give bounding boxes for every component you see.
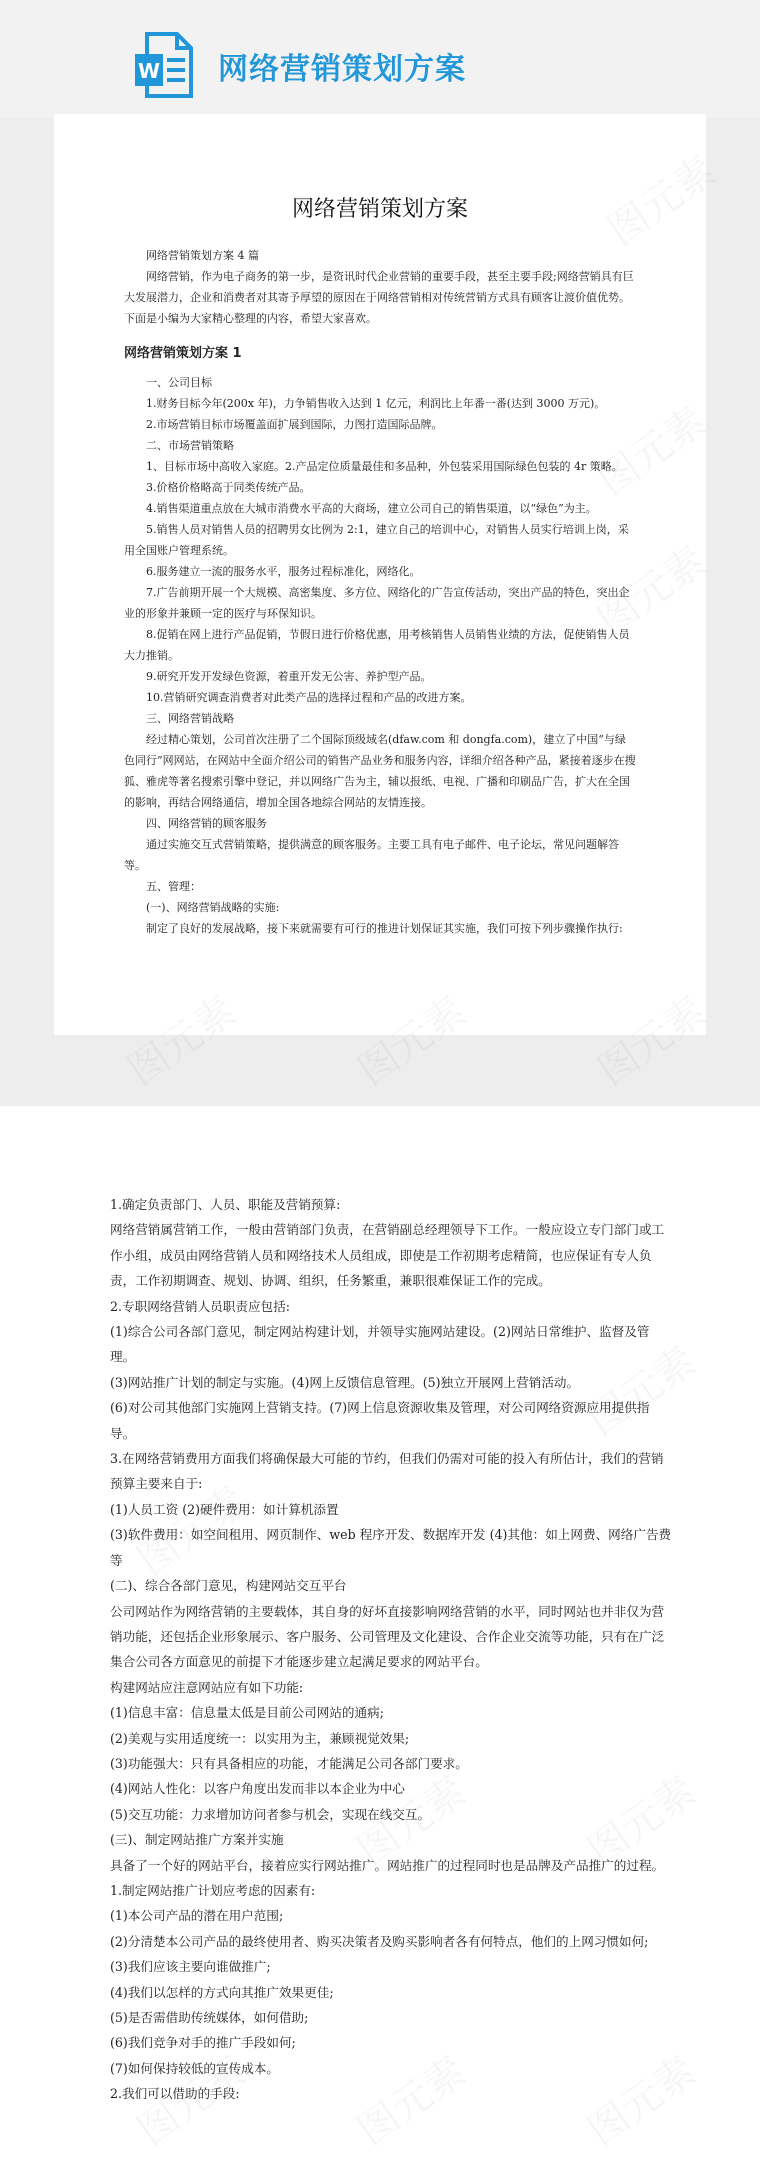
paragraph: (1)信息丰富：信息量太低是目前公司网站的通病; — [110, 1705, 384, 1721]
paragraph: (6)对公司其他部门实施网上营销支持。(7)网上信息资源收集及管理，对公司网络资源应用提供指导。 — [110, 1400, 650, 1441]
paragraph: 3.在网络营销费用方面我们将确保最大可能的节约，但我们仍需对可能的投入有所估计，我们的营销预算主要来自于: — [110, 1451, 664, 1492]
paragraph: 2.市场营销目标市场覆盖面扩展到国际，力图打造国际品牌。 — [146, 418, 443, 431]
paragraph: 二、市场营销策略 — [146, 439, 234, 452]
paragraph: 制定了良好的发展战略，接下来就需要有可行的推进计划保证其实施，我们可按下列步骤操作执行: — [146, 922, 623, 935]
paragraph: 网络营销，作为电子商务的第一步，是资讯时代企业营销的重要手段，甚至主要手段;网络营销具有巨大发展潜力，企业和消费者对其寄予厚望的原因在于网络营销相对传统营销方式具有顾客让渡价值优势。下面是小编为大家精心整理的内容，希望大家喜欢。 — [124, 270, 634, 325]
paragraph: 9.研究开发开发绿色资源，着重开发无公害、养护型产品。 — [146, 670, 432, 683]
paragraph: 具备了一个好的网站平台，接着应实行网站推广。网站推广的过程同时也是品牌及产品推广的过程。 — [110, 1857, 665, 1873]
page-2-body — [110, 1192, 674, 2107]
banner — [0, 0, 760, 118]
paragraph: (1)综合公司各部门意见，制定网站构建计划，并领导实施网站建设。(2)网站日常维护、监督及管理。 — [110, 1324, 650, 1365]
paragraph: (2)分清楚本公司产品的最终使用者、购买决策者及购买影响者各有何特点，他们的上网习惯如何; — [110, 1933, 649, 1949]
paragraph: (5)交互功能：力求增加访问者参与机会，实现在线交互。 — [110, 1806, 431, 1822]
paragraph: (三)、制定网站推广方案并实施 — [110, 1832, 284, 1848]
page-title: 网络营销策划方案 — [291, 197, 468, 222]
paragraph: 2.我们可以借助的手段: — [110, 2086, 240, 2102]
paragraph: 5.销售人员对销售人员的招聘男女比例为 2:1，建立自己的培训中心，对销售人员实行培训上岗，采用全国账户管理系统。 — [124, 523, 629, 557]
paragraph: (1)本公司产品的潜在用户范围; — [110, 1908, 284, 1924]
paragraph: 三、网络营销战略 — [146, 712, 234, 725]
paragraph: 五、管理： — [146, 880, 201, 893]
page-1-body — [124, 245, 636, 939]
paragraph: 6.服务建立一流的服务水平，服务过程标准化，网络化。 — [146, 565, 421, 578]
paragraph: (3)网站推广计划的制定与实施。(4)网上反馈信息管理。(5)独立开展网上营销活动。 — [110, 1374, 580, 1390]
paragraph: (二)、综合各部门意见，构建网站交互平台 — [110, 1578, 347, 1594]
paragraph: 网络营销属营销工作，一般由营销部门负责，在营销副总经理领导下工作。一般应设立专门部门或工作小组，成员由网络营销人员和网络技术人员组成，即使是工作初期考虑精简，也应保证有专人负责，工作初期调查、规划、协调、组织，任务繁重，兼职很难保证工作的完成。 — [110, 1222, 665, 1289]
paragraph: (2)美观与实用适度统一：以实用为主，兼顾视觉效果; — [110, 1730, 410, 1746]
paragraph: (4)网站人性化：以客户角度出发而非以本企业为中心 — [110, 1781, 405, 1797]
banner-title: 网络营销策划方案 — [218, 52, 466, 87]
paragraph: (7)如何保持较低的宣传成本。 — [110, 2060, 279, 2076]
word-document-icon — [133, 30, 197, 100]
paragraph: 7.广告前期开展一个大规模、高密集度、多方位、网络化的广告宣传活动，突出产品的特色，突出企业的形象并兼顾一定的医疗与环保知识。 — [124, 586, 630, 620]
paragraph: 构建网站应注意网站应有如下功能: — [110, 1679, 304, 1695]
word-logo-letter: W — [137, 59, 161, 83]
paragraph: (1)人员工资 (2)硬件费用：如计算机添置 — [110, 1501, 339, 1517]
paragraph: 10.营销研究调查消费者对此类产品的选择过程和产品的改进方案。 — [146, 691, 472, 704]
paragraph: 1.财务目标今年(200x 年)，力争销售收入达到 1 亿元，利润比上年番一番(达到 3000 万元)。 — [146, 397, 606, 410]
paragraph: 一、公司目标 — [146, 376, 212, 389]
document-page-1 — [54, 114, 706, 1035]
paragraph: (一)、网络营销战略的实施: — [146, 901, 280, 914]
paragraph: 网络营销策划方案 4 篇 — [146, 249, 259, 262]
paragraph: 2.专职网络营销人员职责应包括: — [110, 1298, 290, 1314]
paragraph: 1.确定负责部门、人员、职能及营销预算: — [110, 1197, 341, 1212]
paragraph: 3.价格价格略高于同类传统产品。 — [146, 481, 311, 494]
paragraph: (3)软件费用：如空间租用、网页制作、web 程序开发、数据库开发 (4)其他：如上网费、网络广告费等 — [110, 1527, 672, 1568]
paragraph: 4.销售渠道重点放在大城市消费水平高的大商场，建立公司自己的销售渠道，以“绿色”为主。 — [146, 502, 597, 515]
document-page-2 — [0, 1106, 760, 2178]
paragraph: (3)我们应该主要向谁做推广; — [110, 1959, 271, 1975]
paragraph: (6)我们竞争对手的推广手段如何; — [110, 2035, 296, 2051]
paragraph: 1、目标市场中高收入家庭。2.产品定位质量最佳和多品种，外包装采用国际绿色包装的 4r 策略。 — [146, 460, 623, 473]
paragraph: (5)是否需借助传统媒体，如何借助; — [110, 2010, 309, 2025]
paragraph: 公司网站作为网络营销的主要载体，其自身的好坏直接影响网络营销的水平，同时网站也并非仅为营销功能，还包括企业形象展示、客户服务、公司管理及文化建设、合作企业交流等功能，只有在广泛集合公司各方面意见的前提下才能逐步建立起满足要求的网站平台。 — [110, 1603, 665, 1670]
section-heading: 网络营销策划方案 1 — [124, 346, 242, 361]
paragraph: 四、网络营销的顾客服务 — [146, 817, 267, 830]
paragraph: 8.促销在网上进行产品促销，节假日进行价格优惠，用考核销售人员销售业绩的方法，促使销售人员大力推销。 — [124, 628, 630, 662]
paragraph: 1.制定网站推广计划应考虑的因素有: — [110, 1882, 316, 1898]
paragraph: (4)我们以怎样的方式向其推广效果更佳; — [110, 1984, 334, 2000]
paragraph: 通过实施交互式营销策略，提供满意的顾客服务。主要工具有电子邮件、电子论坛，常见问题解答等。 — [124, 838, 619, 872]
paragraph: 经过精心策划，公司首次注册了二个国际顶级域名(dfaw.com 和 dongfa.com)，建立了中国“与绿色同行”网网站，在网站中全面介绍公司的销售产品业务和服务内容，详细介绍各种产品，紧接着逐步在搜狐、雅虎等著名搜索引擎中登记，并以网络广告为主，辅以报纸、电视、广播和印刷品广告，扩大在全国的影响，再结合网络通信，增加全国各地综合网站的友情连接。 — [124, 733, 636, 809]
paragraph: (3)功能强大：只有具备相应的功能，才能满足公司各部门要求。 — [110, 1755, 468, 1771]
